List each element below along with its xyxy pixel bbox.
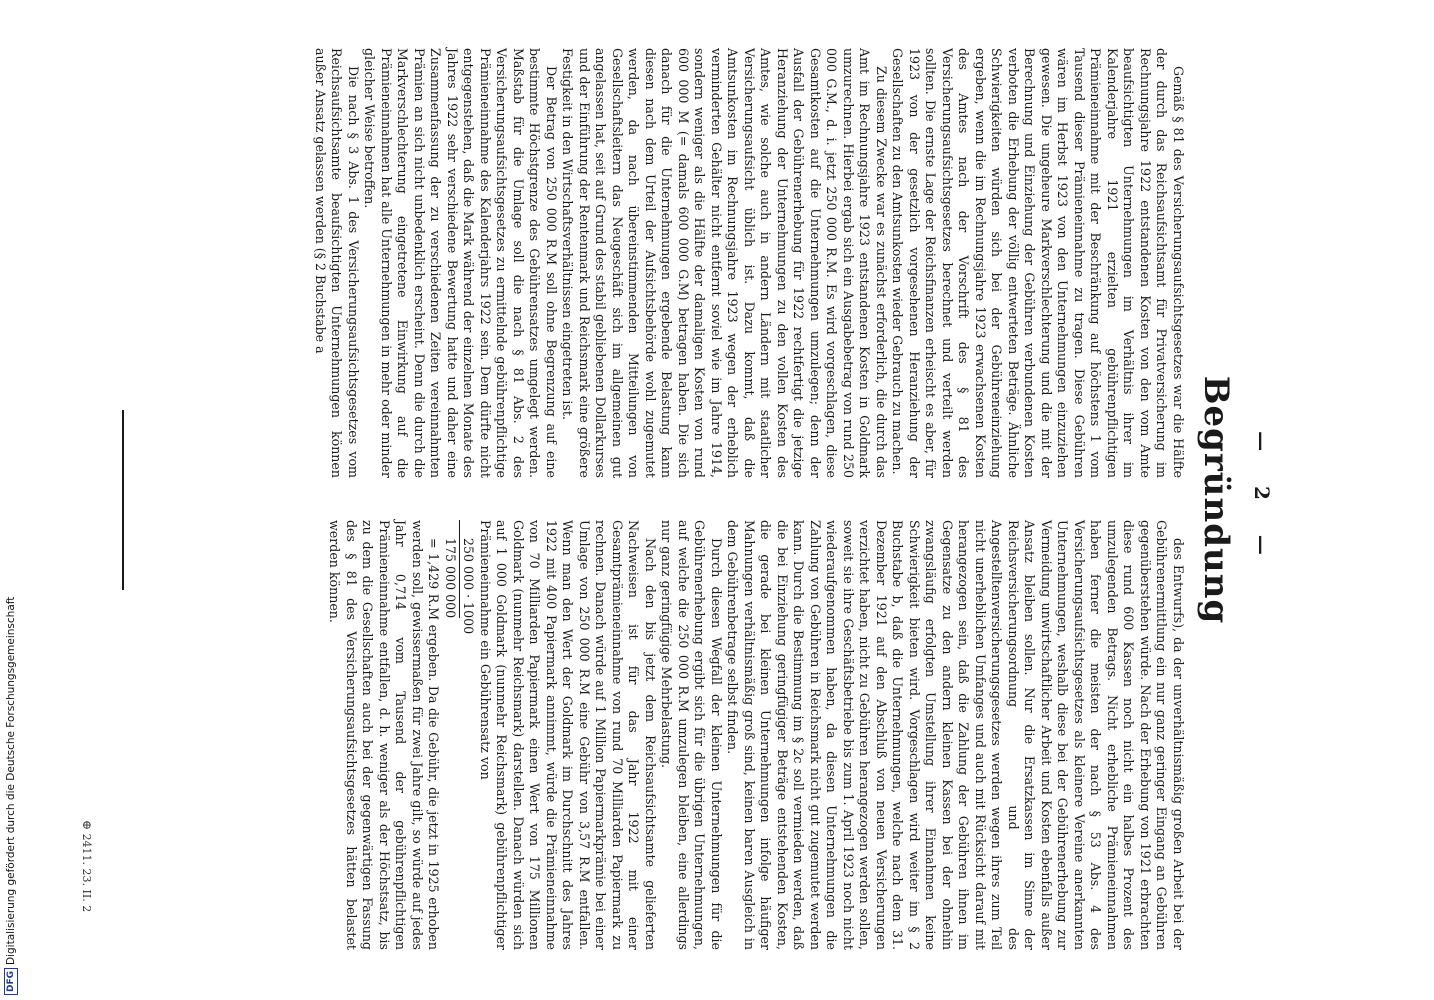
dfg-logo: DFG — [4, 968, 18, 995]
paragraph: = 1,429 R.M ergeben. Da die Gebühr, die jetzt in 1925 erhoben werden soll, gewissermaßen für zwei Jahre gilt, so würde auf jedes Jahr 0,714 vom Tausend der gebührenpflichtigen Prämieneinnahme entfallen, d. h. weniger als der Höchstsatz, bis zu dem die Gesellschaften auch bei der gegenwärtigen Fassung des § 81 des Versicherungsaufsichtsgesetzes hätten belastet werden können. — [327, 520, 442, 950]
printer-code-text: 2411. 23. II. 2 — [80, 833, 93, 913]
paragraph: Der Betrag von 250 000 R.M soll ohne Begrenzung auf eine bestimmte Höchstgrenze des Gebührensatzes umgelegt werden. Maßstab für die Umlage soll die nach § 81 Abs. 2 des Versicherungsaufsichtsgesetzes zu ermittelnde gebührenpflichtige Prämieneinnahme des Kalenderjahrs 1922 sein. Dem dürfte nicht entgegenstehen, daß die Mark während der einzelnen Monate des Jahres 1922 sehr verschiedene Bewertung hatte und daher eine Zusammenfassung der zu verschiedenen Zeiten vereinnahmten Prämien an sich nicht unbedenklich erscheint. Denn die durch die Markverschlechterung eingetretene Einwirkung auf die Prämieneinnahmen hat alle Unternehmungen in mehr oder minder gleicher Weise betroffen. — [362, 48, 559, 478]
printer-mark-icon: ⊕ — [80, 820, 94, 831]
text-column-left — [313, 48, 1186, 478]
text-column-right — [176, 520, 1186, 950]
digitization-credit — [2, 596, 22, 995]
paragraph: Die nach § 3 Abs. 1 des Versicherungsaufsichtsgesetzes vom Reichsaufsichtsamte beaufsichtigten Unternehmungen können außer Ansatz gelassen werden (§ 2 Buchstabe a — [313, 48, 361, 478]
credit-text: Digitalisierung gefördert durch die Deutsche Forschungsgemeinschaft — [5, 596, 17, 965]
printer-code — [80, 820, 94, 912]
paragraph: Gemäß § 81 des Versicherungsaufsichtsgesetzes war die Hälfte der durch das Reichsaufsichtsamt für Privatversicherung im Rechnungsjahre 1922 entstandenen Kosten von den vom Amte beaufsichtigten Unternehmungen im Verhältnis ihrer im Kalenderjahre 1921 erzielten gebührenpflichtigen Prämieneinnahme mit der Beschränkung auf höchstens 1 vom Tausend dieser Prämieneinnahme zu tragen. Diese Gebühren wären im Herbst 1923 von den Unternehmungen einzuziehen gewesen. Die ungeheure Markverschlechterung und die mit der Berechnung und Einziehung der Gebühren verbundenen Kosten verboten die Erhebung der völlig entwerteten Beträge. Ähnliche Schwierigkeiten würden sich bei der Gebühreneinziehung ergeben, wenn die im Rechnungsjahre 1923 erwachsenen Kosten des Amtes nach der Vorschrift des § 81 des Versicherungsaufsichtsgesetzes berechnet und verteilt werden sollten. Die ernste Lage der Reichsfinanzen erheischt es aber, für 1923 von der gesetzlich vorgesehenen Heranziehung der Gesellschaften zu den Amtsunkosten wieder Gebrauch zu machen. — [890, 48, 1186, 478]
formula-denominator: 175 000 000 — [442, 520, 461, 618]
credit-text-block — [2, 596, 20, 995]
page-title: Begründung — [1196, 375, 1236, 625]
paragraph: Nach den bis jetzt dem Reichsaufsichtsamte gelieferten Nachweisen ist für das Jahr 1922 mit einer Gesamtprämieneinnahme von rund 70 Milliarden Papiermark zu rechnen. Danach würde auf 1 Million Papiermarkprämie bei einer Umlage von 250 000 R.M eine Gebühr von 3,57 R.M entfallen. Wenn man den Wert der Goldmark im Durchschnitt des Jahres 1922 mit 400 Papiermark annimmt, würde die Prämieneinnahme von 70 Milliarden Papiermark einen Wert von 175 Millionen Goldmark (nunmehr Reichsmark) darstellen. Danach würden sich auf 1 000 Goldmark (nunmehr Reichsmark) gebührenpflichtiger Prämieneinnahme ein Gebührensatz von — [478, 520, 658, 950]
paragraph: Zu diesem Zwecke war es zunächst erforderlich, die durch das Amt im Rechnungsjahre 1923 entstandenen Kosten in Goldmark umzurechnen. Hierbei ergab sich ein Ausgabebetrag von rund 250 000 G.M., d. i. jetzt 250 000 R.M. Es wird vorgeschlagen, diese Gesamtkosten auf die Unternehmungen umzulegen; denn der Ausfall der Gebührenerhebung für 1922 rechtfertigt die jetzige Heranziehung der Unternehmungen zu den vollen Kosten des Amtes, wie solche auch in andern Ländern mit staatlicher Versicherungsaufsicht üblich ist. Dazu kommt, daß die Amtsunkosten im Rechnungsjahre 1923 wegen der erheblich verminderten Gehälter nicht entfernt soviel wie im Jahre 1914, sondern weniger als die Hälfte der damaligen Kosten von rund 600 000 M (= damals 600 000 G.M) betragen haben. Die sich danach für die Unternehmungen ergebende Belastung kann diesen nach dem Urteil der Aufsichtsbehörde wohl zugemutet werden, da nach übereinstimmenden Mitteilungen von Gesellschaftsleitern das Neugeschäft sich im allgemeinen gut angelassen hat, seit auf Grund des stabil gebliebenen Dollarkurses und der Einführung der Rentenmark und Reichsmark eine größere Festigkeit in den Wirtschaftsverhältnissen eingetreten ist. — [560, 48, 889, 478]
paragraph: Durch diesen Wegfall der kleinen Unternehmungen für die Gebührenerhebung ergibt sich für die übrigen Unternehmungen, auf welche die 250 000 R.M umzulegen bleiben, eine allerdings nur ganz geringfügige Mehrbelastung. — [659, 520, 724, 950]
formula-numerator: 250 000 · 1000 — [461, 538, 477, 635]
page-number: — 2 — — [1250, 431, 1274, 569]
separator-line — [122, 410, 124, 590]
paragraph: des Entwurfs), da der unverhältnismäßig großen Arbeit bei der Gebührenermittlung ein nur ganz geringer Eingang an Gebühren gegenüberstehen würde. Nach der Erhebung von 1921 erbrachten diese rund 600 Kassen noch nicht ein halbes Prozent des umzulegenden Betrags. Nicht erhebliche Prämieneinnahmen haben ferner die meisten der nach § 53 Abs. 4 des Versicherungsaufsichtsgesetzes als kleinere Vereine anerkannten Unternehmungen, weshalb diese bei der Gebührenerhebung zur Vermeidung unwirtschaftlicher Arbeit und Kosten ebenfalls außer Ansatz bleiben sollen. Nur die Ersatzkassen im Sinne der Reichsversicherungsordnung und des Angestelltenversicherungsgesetzes werden wegen ihres zum Teil nicht unerheblichen Umfanges und auch mit Rücksicht darauf mit herangezogen sein, daß die Zahlung der Gebühren ihnen im Gegensatze zu den andern kleinen Kassen bei der ohnehin zwangsläufig erfolgten Umstellung ihrer Einnahmen keine Schwierigkeit bieten wird. Vorgeschlagen wird weiter im § 2 Buchstabe b, daß die Unternehmungen, welche nach dem 31. Dezember 1921 auf den Abschluß von neuen Versicherungen verzichtet haben, nicht zu Gebühren herangezogen werden sollen, soweit sie ihre Geschäftsbetriebe bis zum 1. April 1923 noch nicht wiederaufgenommen haben, da diesen Unternehmungen die Zahlung von Gebühren in Reichsmark nicht gut zugemutet werden kann. Durch die Bestimmung im § 2c soll vermieden werden, daß die bei Einziehung geringfügiger Beträge entstehenden Kosten, die gerade bei kleinen Unternehmungen infolge häufiger Mahnungen verhältnismäßig groß sind, keinen baren Ausgleich in dem Gebührenbetrage selbst finden. — [725, 520, 1186, 950]
formula — [442, 520, 477, 950]
